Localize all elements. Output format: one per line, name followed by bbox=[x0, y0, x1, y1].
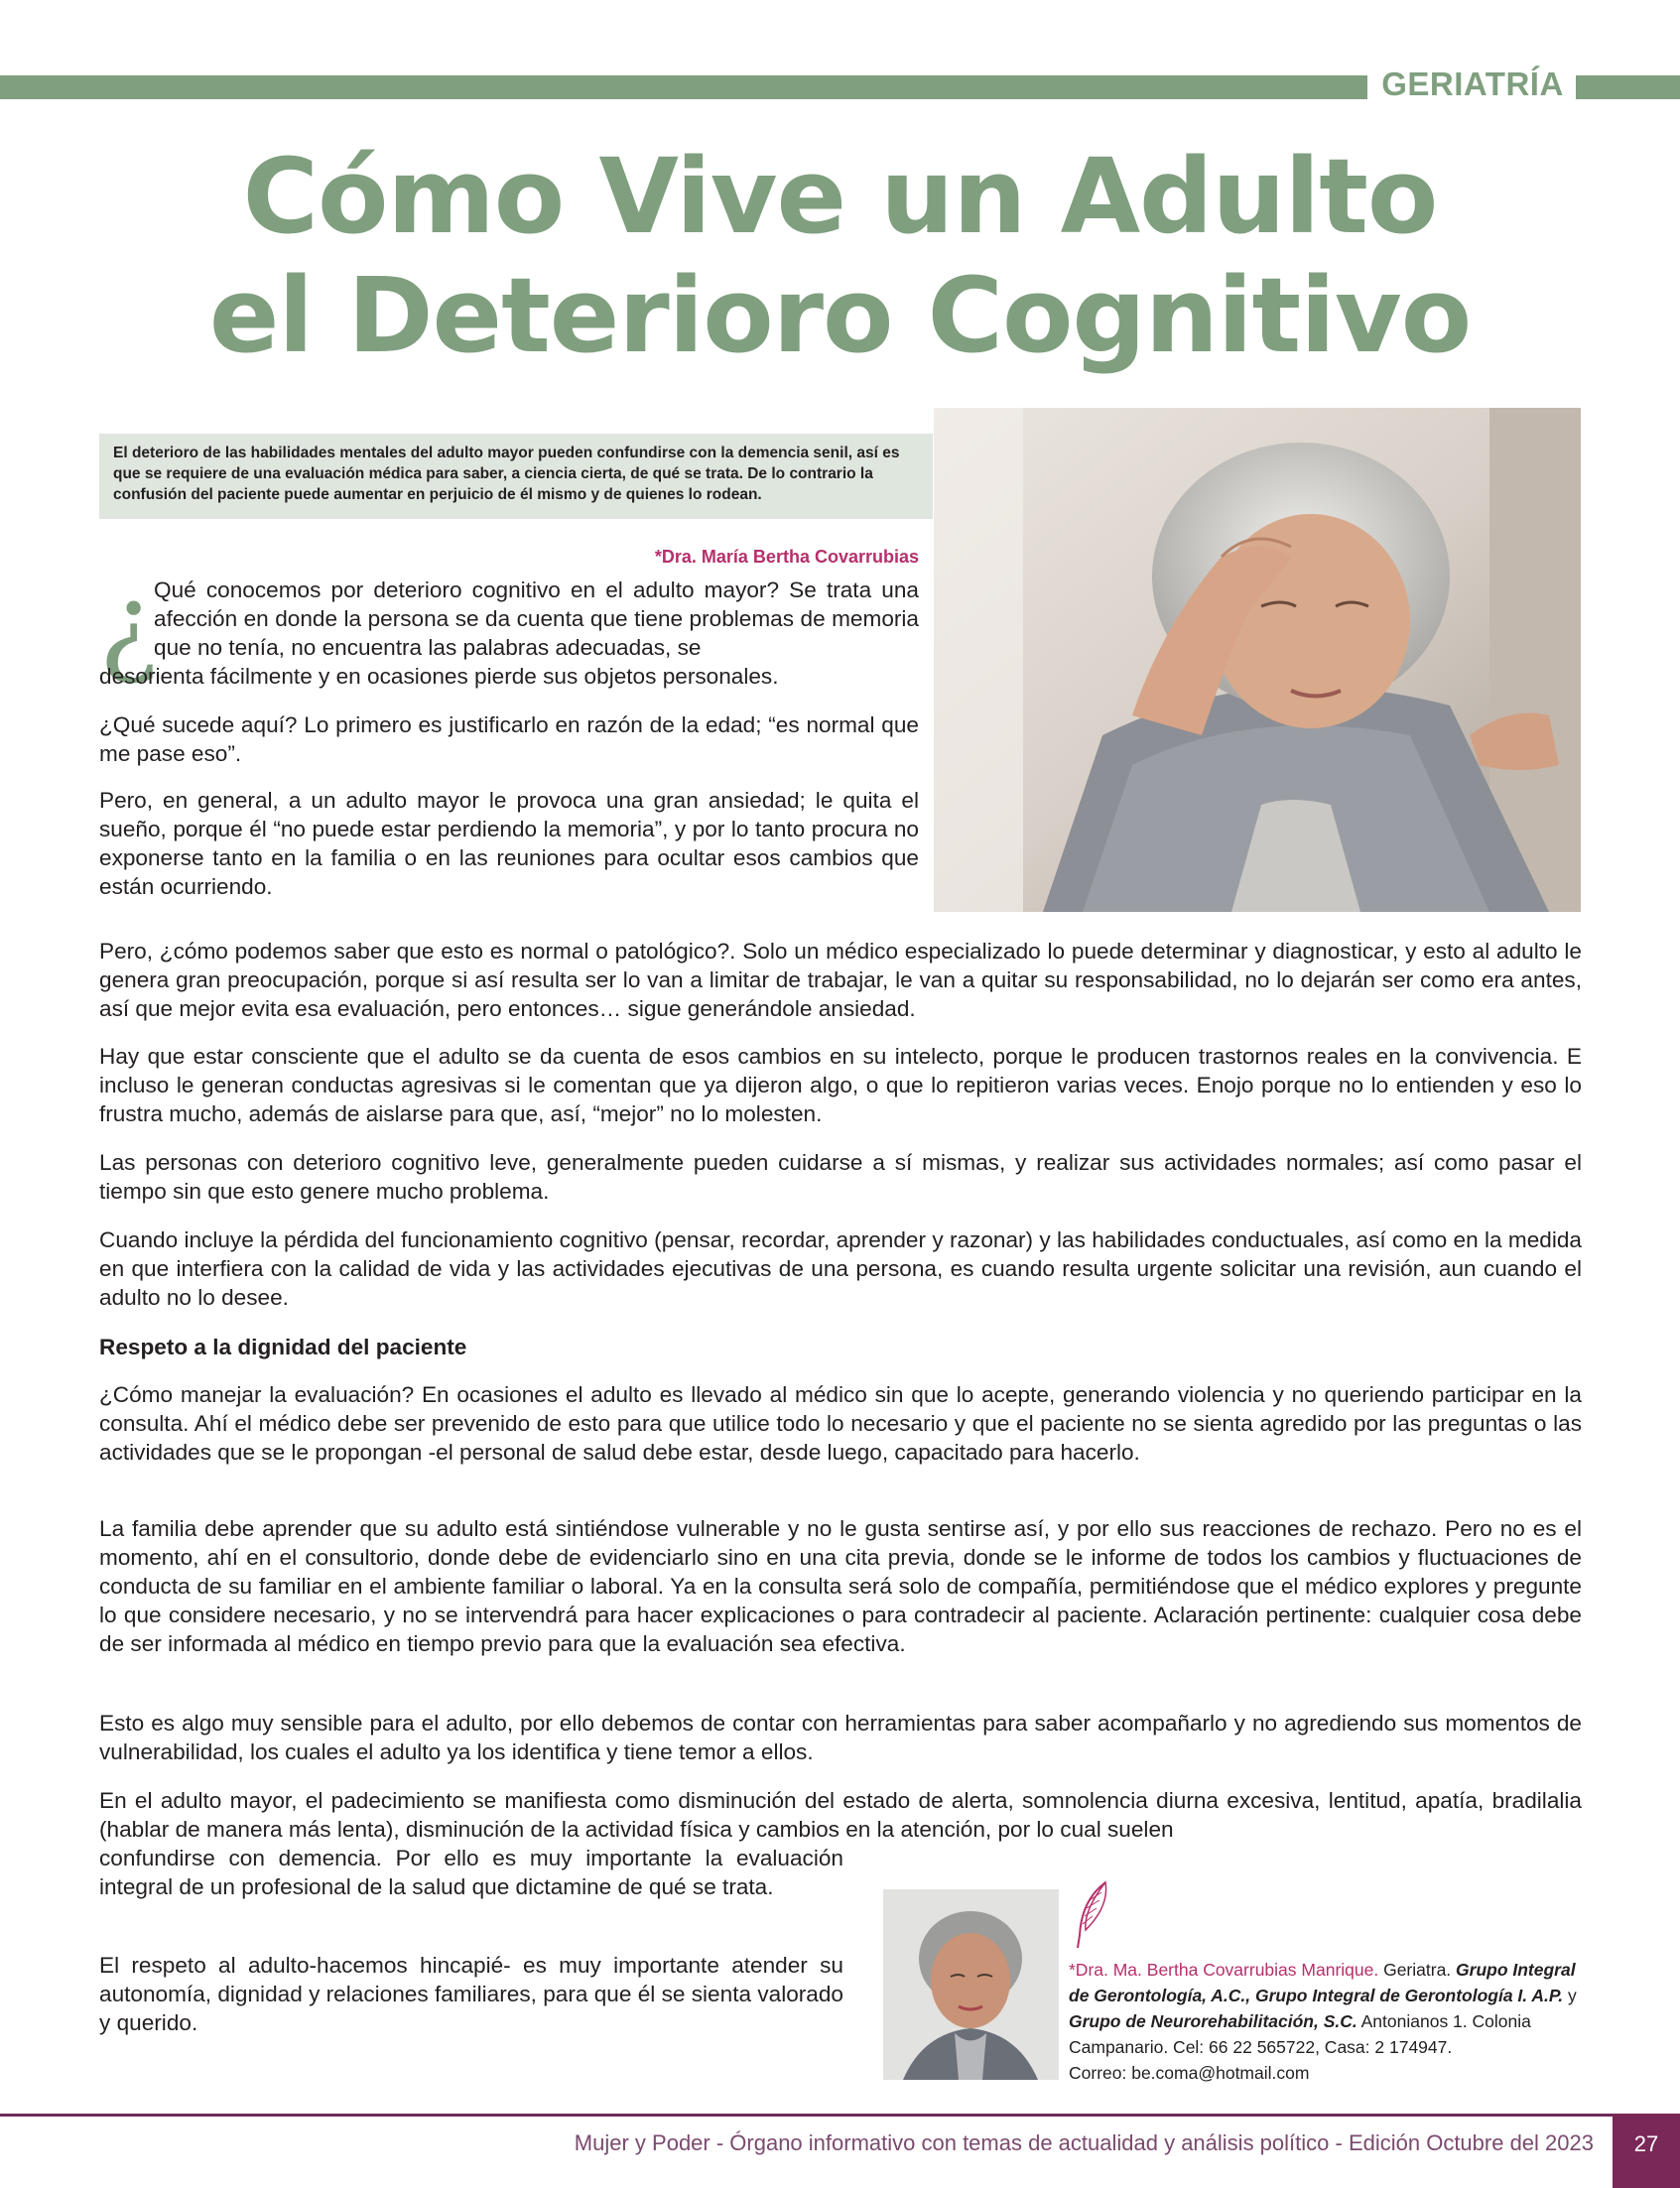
main-photo bbox=[934, 408, 1581, 912]
bio-role: Geriatra. bbox=[1378, 1960, 1457, 1980]
header-band-right bbox=[1576, 75, 1680, 99]
bio-name: *Dra. Ma. Bertha Covarrubias Manrique. bbox=[1069, 1960, 1379, 1980]
feather-icon bbox=[1072, 1880, 1113, 1955]
bio-org-2: Grupo de Neurorehabilitación, S.C. bbox=[1069, 2011, 1357, 2031]
paragraph-8: ¿Cómo manejar la evaluación? En ocasiones el adulto es llevado al médico sin que lo acepte, generando violencia y no queriendo participar en la consulta. Ahí el médico debe ser prevenido de esto para que utilice todo lo necesario y que el paciente no se sienta agredido por las preguntas o las actividades que se le propongan -el personal de salud debe estar, desde luego, capacitado para hacerlo. bbox=[99, 1382, 1582, 1465]
author-portrait bbox=[883, 1889, 1059, 2080]
bio-email: Correo: be.coma@hotmail.com bbox=[1069, 2063, 1310, 2083]
byline: *Dra. María Bertha Covarrubias bbox=[654, 547, 919, 567]
footer-rule bbox=[0, 2114, 1613, 2117]
drop-cap: ¿ bbox=[99, 561, 158, 688]
article-title bbox=[0, 137, 1680, 375]
paragraph-11-tail: confundirse con demencia. Por ello es muy importante la evaluación integral de un profesional de la salud que dictamine de qué se trata. bbox=[99, 1846, 843, 1899]
paragraph-7: Cuando incluye la pérdida del funcionamiento cognitivo (pensar, recordar, aprender y razonar) y las habilidades conductuales, así como en la medida en que interfiera con la calidad de vida y las actividades ejecutivas de una persona, es cuando resulta urgente solicitar una revisión, aun cuando el adulto no lo desee. bbox=[99, 1227, 1582, 1310]
bio-org-1: Grupo Integral de Gerontología, A.C., Grupo Integral de Gerontología I. A.P. bbox=[1069, 1960, 1576, 2005]
section-tag: GERIATRÍA bbox=[1381, 65, 1564, 102]
paragraph-2: ¿Qué sucede aquí? Lo primero es justificarlo en razón de la edad; “es normal que me pase eso”. bbox=[99, 712, 919, 766]
paragraph-5: Hay que estar consciente que el adulto se da cuenta de esos cambios en su intelecto, porque le producen trastornos reales en la convivencia. E incluso le generan conductas agresivas si le comentan que ya dijeron algo, o que lo repitieron varias veces. Enojo porque no lo entienden y eso lo frustra mucho, además de aislarse para que, así, “mejor” no lo molesten. bbox=[99, 1044, 1582, 1126]
title-line-2: el Deterioro Cognitivo bbox=[208, 255, 1472, 376]
intro-summary: El deterioro de las habilidades mentales del adulto mayor pueden confundirse con la demencia senil, así es que se requiere de una evaluación médica para saber, a ciencia cierta, de qué se trata. De lo contrario la confusión del paciente puede aumentar en perjuicio de él mismo y de quienes lo rodean. bbox=[99, 434, 933, 519]
paragraph-3: Pero, en general, a un adulto mayor le provoca una gran ansiedad; le quita el sueño, porque él “no puede estar perdiendo la memoria”, y por lo tanto procura no exponerse tanto en la familia o en las reuniones para ocultar esos cambios que están ocurriendo. bbox=[99, 788, 919, 899]
footer-text: Mujer y Poder - Órgano informativo con temas de actualidad y análisis político - Edición Octubre del 2023 bbox=[574, 2130, 1594, 2155]
bio-connector: y bbox=[1563, 1986, 1577, 2005]
header-band-left bbox=[0, 75, 1367, 99]
paragraph-9: La familia debe aprender que su adulto está sintiéndose vulnerable y no le gusta sentirse así, y por ello sus reacciones de rechazo. Pero no es el momento, ahí en el consultorio, donde debe de evidenciarlo sino en una cita previa, donde se le informe de todos los cambios y fluctuaciones de conducta de su familiar en el ambiente familiar o laboral. Ya en la consulta será solo de compañía, permitiéndose que el médico explores y pregunte lo que considere necesario, y no se intervendrá para hacer explicaciones o para contradecir al paciente. Aclaración pertinente: cualquier cosa debe de ser informada al médico en tiempo previo para que la evaluación sea efectiva. bbox=[99, 1516, 1582, 1656]
subheading: Respeto a la dignidad del paciente bbox=[99, 1335, 467, 1359]
paragraph-12: El respeto al adulto-hacemos hincapié- es muy importante atender su autonomía, dignidad y relaciones familiares, para que él se sienta valorado y querido. bbox=[99, 1953, 843, 2035]
elderly-woman-illustration bbox=[934, 408, 1581, 912]
title-line-1: Cómo Vive un Adulto bbox=[242, 136, 1438, 257]
paragraph-11-lead: En el adulto mayor, el padecimiento se manifiesta como disminución del estado de alerta, somnolencia diurna excesiva, lentitud, apatía, bradilalia (hablar de manera más lenta), disminución de la actividad física y cambios en la atención, por lo cual suelen bbox=[99, 1788, 1582, 1842]
paragraph-4: Pero, ¿cómo podemos saber que esto es normal o patológico?. Solo un médico especializado lo puede determinar y diagnosticar, y esto al adulto le genera gran preocupación, porque si así resulta ser lo van a limitar de trabajar, le van a quitar su responsabilidad, no lo dejarán ser como era antes, así que mejor evita esa evaluación, pero entonces… sigue generándole ansiedad. bbox=[99, 939, 1582, 1021]
author-photo bbox=[883, 1889, 1059, 2080]
paragraph-1-lead: Qué conocemos por deterioro cognitivo en el adulto mayor? Se trata una afección en donde la persona se da cuenta que tiene problemas de memoria que no tenía, no encuentra las palabras adecuadas, se bbox=[154, 578, 919, 660]
paragraph-10: Esto es algo muy sensible para el adulto, por ello debemos de contar con herramientas para saber acompañarlo y no agrediendo sus momentos de vulnerabilidad, los cuales el adulto ya los identifica y tiene temor a ellos. bbox=[99, 1711, 1582, 1764]
page-number: 27 bbox=[1633, 2131, 1659, 2156]
bio-address: Antonianos 1. Colonia Campanario. Cel: 66 22 565722, Casa: 2 174947. bbox=[1069, 2011, 1531, 2057]
paragraph-6: Las personas con deterioro cognitivo leve, generalmente pueden cuidarse a sí mismas, y realizar sus actividades normales; así como pasar el tiempo sin que esto genere mucho problema. bbox=[99, 1150, 1582, 1204]
author-bio bbox=[1069, 1957, 1585, 2086]
paragraph-1-tail: desorienta fácilmente y en ocasiones pierde sus objetos personales. bbox=[99, 664, 779, 689]
